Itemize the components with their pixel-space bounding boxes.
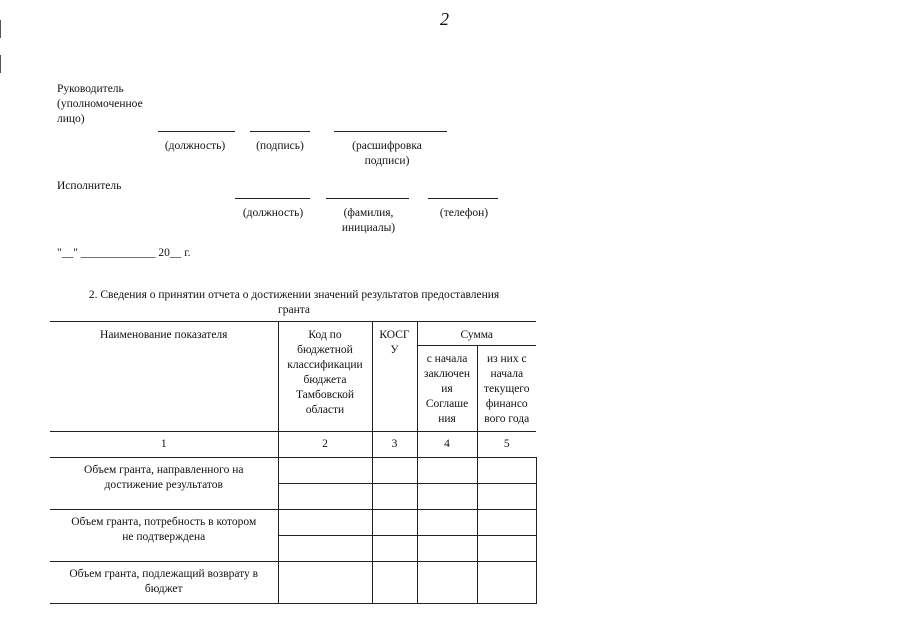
table-row-label: Объем гранта, потребность в котором не подтверждена: [50, 510, 278, 562]
table-cell: [477, 458, 536, 484]
table-cell: [417, 510, 477, 536]
executor-phone-caption: (телефон): [439, 207, 489, 219]
header-kosgu: КОСГ У: [372, 322, 417, 432]
header-sum: Сумма: [417, 322, 536, 346]
header-budget-code: Код по бюджетной классификации бюджета Тамбовской области: [278, 322, 372, 432]
header-sum-current-year: из них с начала текущего финансо вого года: [477, 346, 536, 432]
table-cell: [477, 510, 536, 536]
scan-edge-mark: [0, 55, 1, 73]
column-number: 2: [278, 432, 372, 458]
table-row-label: Объем гранта, подлежащий возврату в бюджет: [50, 562, 278, 604]
table-cell: [278, 562, 372, 604]
results-table: [50, 321, 537, 604]
head-position-caption: (должность): [164, 140, 226, 152]
head-label: Руководитель (уполномоченное лицо): [57, 83, 143, 125]
executor-position-line: [235, 198, 310, 199]
table-cell: [372, 536, 417, 562]
table-row-label: Объем гранта, направленного на достижение результатов: [50, 458, 278, 510]
head-signature-line: [250, 131, 310, 132]
executor-phone-line: [428, 198, 498, 199]
head-position-line: [158, 131, 235, 132]
table-cell: [417, 562, 477, 604]
table-cell: [278, 458, 372, 484]
head-signature-caption: (подпись): [256, 140, 304, 152]
header-name: Наименование показателя: [50, 322, 278, 432]
table-cell: [477, 536, 536, 562]
table-cell: [278, 510, 372, 536]
table-cell: [372, 562, 417, 604]
executor-name-caption: (фамилия, инициалы): [341, 207, 396, 234]
header-sum-from-start: с начала заключен ия Соглаше ния: [417, 346, 477, 432]
executor-position-caption: (должность): [242, 207, 304, 219]
column-number: 1: [50, 432, 278, 458]
table-cell: [477, 562, 536, 604]
head-decoding-caption: (расшифровка подписи): [352, 140, 422, 167]
executor-label: Исполнитель: [57, 180, 122, 192]
scan-edge-mark: [0, 20, 1, 38]
table-cell: [372, 458, 417, 484]
table-cell: [477, 484, 536, 510]
table-cell: [417, 458, 477, 484]
executor-name-line: [326, 198, 409, 199]
date-line: "__" _____________ 20__ г.: [57, 247, 191, 259]
table-cell: [372, 484, 417, 510]
column-number: 4: [417, 432, 477, 458]
head-decoding-line: [334, 131, 447, 132]
column-number: 5: [477, 432, 536, 458]
table-cell: [417, 484, 477, 510]
column-number: 3: [372, 432, 417, 458]
page-number: 2: [440, 9, 449, 29]
table-cell: [372, 510, 417, 536]
section-title: 2. Сведения о принятии отчета о достижении значений результатов предоставления гранта: [88, 289, 500, 316]
table-cell: [417, 536, 477, 562]
table-cell: [278, 484, 372, 510]
table-cell: [278, 536, 372, 562]
